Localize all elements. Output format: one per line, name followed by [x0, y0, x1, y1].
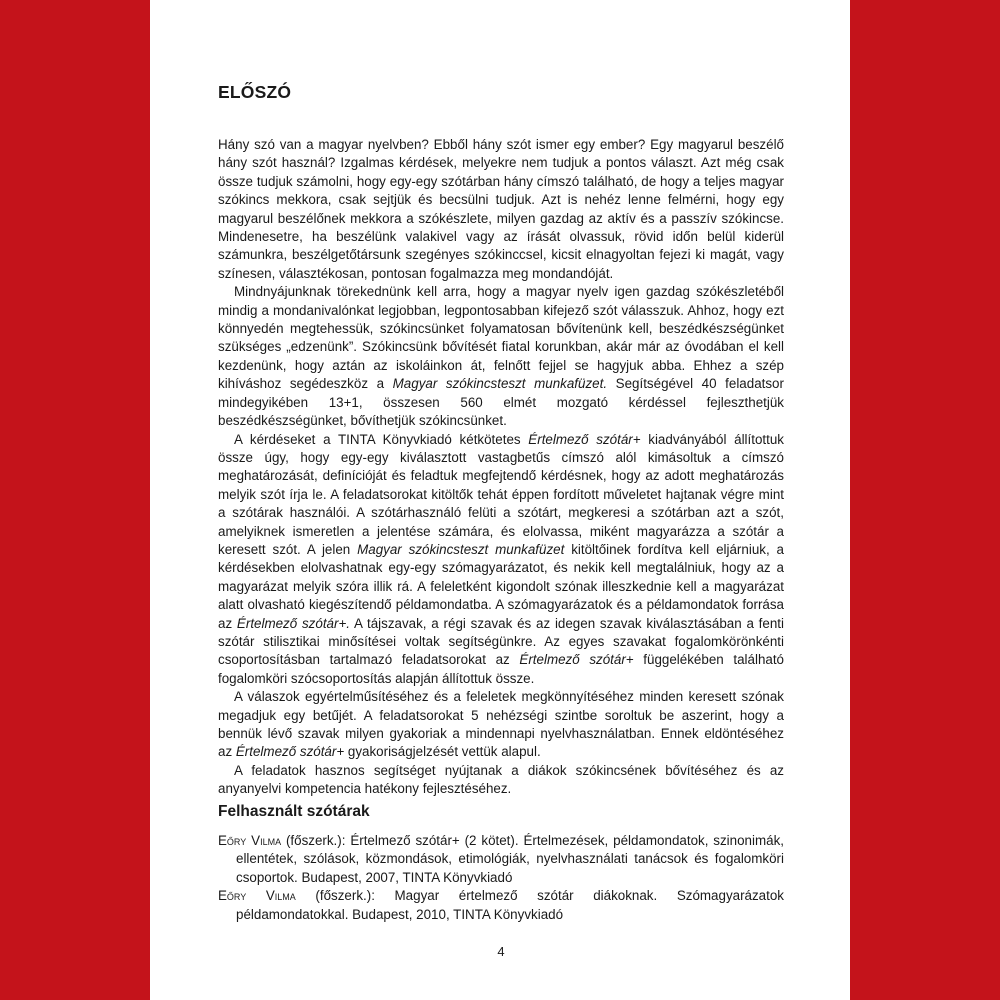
paragraph-text: Segítségével 40 feladatsor mindegyikében 13+1, összesen 560 elmét mozgató kérdéssel fejleszthetjük beszédkészségünket, bővíthetjük szókincsünket. [218, 376, 784, 429]
paragraph [218, 688, 784, 762]
reference-item [218, 832, 784, 887]
paragraph-text: Hány szó van a magyar nyelvben? Ebből hány szót ismer egy ember? Egy magyarul beszélő hány szót használ? Izgalmas kérdések, melyekre nem tudjuk a pontos választ. Azt még csak össze tudjuk számolni, hogy egy-egy szótárban hány címszó található, de hogy a teljes magyar szókincs mekkora, csak sejtjük és becsülni tudjuk. Azt is nehéz lenne felmérni, hogy egy magyarul beszélőnek mekkora a szókészlete, milyen gazdag az aktív és a passzív szókincse. Mindenesetre, ha beszélünk valakivel vagy az írását olvassuk, rövid időn belül kiderül számunkra, beszélgetőtársunk szegényes szókinccsel, kicsit elnagyoltan fejezi ki magát, vagy színesen, választékosan, pontosan fogalmazza meg mondandóját. [218, 137, 784, 281]
foreword-body [218, 136, 784, 799]
references-heading: Felhasznált szótárak [218, 803, 370, 820]
paragraph-text: A tájszavak, a régi szavak és az idegen szavak kiválasztásában a fenti szótár stilisztikai minősítései voltak segítségünkre. Az egyes szavakat fogalomkörönkénti csoportosításban tartalmazó feladatsorokat az [218, 615, 784, 668]
paragraph [218, 762, 784, 799]
paragraph [218, 431, 784, 689]
book-page [218, 0, 784, 1000]
italic-title: Értelmező szótár+ [235, 744, 345, 760]
italic-title: Magyar szókincsteszt munkafüzet. [392, 376, 608, 392]
paragraph-text: A kérdéseket a TINTA Könyvkiadó kétkötetes [234, 431, 529, 447]
italic-title: Magyar szókincsteszt munkafüzet [357, 541, 565, 557]
left-red-band [0, 0, 150, 1000]
reference-author: Eőry Vilma [218, 888, 296, 904]
paragraph-text: A feladatok hasznos segítséget nyújtanak a diákok szókincsének bővítéséhez és az anyanyelvi kompetencia hatékony fejlesztéséhez. [218, 762, 784, 797]
reference-details: (főszerk.): Magyar értelmező szótár diákoknak. Szómagyarázatok példamondatokkal. Budapest, 2010, TINTA Könyvkiadó [236, 888, 784, 922]
italic-title: Értelmező szótár+. [236, 615, 350, 631]
references-list [218, 832, 784, 924]
paragraph [218, 136, 784, 283]
paragraph-text: kiadványából állítottuk össze úgy, hogy egy-egy kiválasztott vastagbetűs címszó alól kimásoltuk a címszó meghatározását, definícióját és feladtuk megfejtendő kérdésnek, hogy az adott meghatározás melyik szót írja le. A feladatsorokat kitöltők tehát éppen fordított műveletet hajtanak végre mint a szótárak használói. A szótárhasználó felüti a szótárt, megkeresi a szótárban azt a szót, amelyiknek ismeretlen a jelentése számára, és elolvassa, miként magyarázza a szótár a keresett szót. A jelen [218, 431, 784, 557]
reference-details: (főszerk.): Értelmező szótár+ (2 kötet). Értelmezések, példamondatok, szinonimák, ellentétek, szólások, közmondások, etimológiák, nyelvhasználati tanácsok és fogalomköri csoportok. Budapest, 2007, TINTA Könyvkiadó [236, 833, 784, 885]
italic-title: Értelmező szótár+ [528, 431, 641, 447]
page-title: ELŐSZÓ [218, 82, 292, 102]
paragraph-text: Mindnyájunknak törekednünk kell arra, hogy a magyar nyelv igen gazdag szókészletéből mindig a mondanivalónkat legjobban, legpontosabban kifejező szót válasszuk. Ahhoz, hogy ezt könnyedén megtehessük, szókincsünket folyamatosan bővítenünk kell, beszédkészségünket szükséges „edzenünk”. Szókincsünk bővítését fiatal korunkban, akár már az óvodában el kell kezdenünk, hogy aztán az iskoláinkon át, felnőtt fejjel se hagyjuk abba. Ehhez a szép kihíváshoz segédeszköz a [218, 284, 784, 392]
paragraph-text: függelékében található fogalomköri szócsoportosítás alapján állítottuk össze. [218, 652, 785, 686]
reference-author: Eőry Vilma [218, 833, 282, 848]
page-number: 4 [497, 944, 505, 959]
reference-item [218, 887, 784, 924]
right-red-band [850, 0, 1000, 1000]
paragraph [218, 283, 784, 430]
italic-title: Értelmező szótár+ [519, 652, 634, 668]
paragraph-text: kitöltőinek fordítva kell eljárniuk, a kérdésekben elolvashatnak egy-egy szómagyarázatot, és nekik kell megtalálniuk, hogy az a magyarázat melyik szóra illik rá. A feleletként kigondolt szónak illeszkednie kell a magyarázat alatt olvasható kiegészítendő példamondatba. A szómagyarázatok és a példamondatok forrása az [218, 541, 784, 631]
paragraph-text: A válaszok egyértelműsítéséhez és a feleletek megkönnyítéséhez minden keresett szónak megadjuk egy betűjét. A feladatsorokat 5 nehézségi szintbe soroltuk be aszerint, hogy a bennük lévő szavak milyen gyakoriak a mindennapi nyelvhasználatban. Ennek eldöntéséhez az [218, 689, 784, 760]
paragraph-text: gyakoriságjelzését vettük alapul. [344, 744, 541, 760]
